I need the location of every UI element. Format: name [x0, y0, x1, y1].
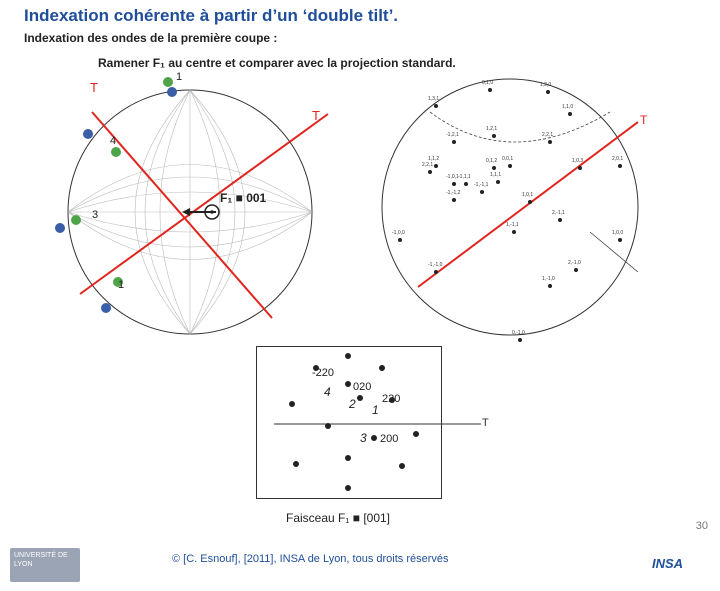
pole-label: -1,0,0 [392, 230, 405, 236]
pole-label: -1,-1,1 [474, 182, 489, 188]
insa-logo [652, 556, 710, 584]
pole-marker [492, 166, 496, 170]
pole-label: 0,1,0 [482, 80, 494, 86]
standard-projection [370, 72, 670, 350]
wulff-net [40, 62, 340, 362]
pole-blue-bottom [101, 303, 111, 313]
pole-label: 2,2,1 [542, 132, 554, 138]
spot [345, 381, 351, 387]
spot [371, 435, 377, 441]
projection-axis-label: T [640, 113, 648, 127]
pole-label: 0,-1,0 [512, 330, 525, 336]
pole-marker [578, 166, 582, 170]
spot [399, 463, 405, 469]
pole-number-top: 1 [176, 71, 183, 83]
pole-marker [618, 164, 622, 168]
pole-label: 1,3,1 [428, 96, 440, 102]
pole-marker [488, 88, 492, 92]
axis-label-1: T [90, 80, 98, 95]
pole-marker [508, 164, 512, 168]
diffraction-axis-label: T [482, 417, 489, 429]
pole-marker [452, 182, 456, 186]
universite-lyon-logo [10, 548, 80, 582]
pole-number-left-upper: 4 [110, 135, 117, 147]
pole-marker [574, 268, 578, 272]
spot [345, 485, 351, 491]
spot-number-1: 1 [372, 403, 379, 417]
spot [357, 395, 363, 401]
pole-label: -1,0,1 [446, 174, 459, 180]
diffraction-caption: Faisceau F₁ ■ [001] [286, 511, 391, 525]
pole-label: -1,1,1 [458, 174, 471, 180]
pole-marker [492, 134, 496, 138]
spot [345, 353, 351, 359]
pole-label: 2,0,1 [612, 156, 624, 162]
spot [293, 461, 299, 467]
spot-number-4: 4 [324, 385, 331, 399]
pole-marker [528, 200, 532, 204]
pole-label: 1,-1,0 [542, 276, 555, 282]
pole-label: -1,2,1 [446, 132, 459, 138]
pole-number-left: 3 [92, 209, 99, 221]
slide-subtitle: Indexation des ondes de la première coupe : [24, 31, 278, 45]
pole-label: 1,2,1 [486, 126, 498, 132]
pole-label: 1,0,0 [612, 230, 624, 236]
center-label: F₁ ■ 001 [220, 191, 267, 205]
pole-marker [398, 238, 402, 242]
pole-marker [546, 90, 550, 94]
axis-label-2: T [312, 108, 320, 123]
pole-label: 2,-1,1 [552, 210, 565, 216]
pole-marker [512, 230, 516, 234]
spot [289, 401, 295, 407]
pole-green-top [163, 77, 173, 87]
instruction-note: Ramener F₁ au centre et comparer avec la projection standard. [98, 56, 456, 70]
pole-marker [558, 218, 562, 222]
pole-label: -1,-1,2 [446, 190, 461, 196]
pole-label: 1,1,0 [562, 104, 574, 110]
pole-green-left [71, 215, 81, 225]
spot [325, 423, 331, 429]
pole-blue-left-upper [83, 129, 93, 139]
pole-marker [548, 140, 552, 144]
diffraction-frame [257, 347, 442, 499]
pole-marker [452, 198, 456, 202]
center-arrow-head [182, 208, 190, 216]
pole-label: 1,2,0 [540, 82, 552, 88]
diffraction-pattern [256, 346, 496, 506]
slide-title: Indexation cohérente à partir d’un ‘double tilt’. [24, 6, 399, 25]
pole-label: -1,-1,0 [428, 262, 443, 268]
spot [413, 431, 419, 437]
pole-marker [428, 170, 432, 174]
pole-label: 2,2,1 [422, 162, 434, 168]
pole-marker [434, 104, 438, 108]
pole-label: 0,1,2 [486, 158, 498, 164]
pole-blue-top [167, 87, 177, 97]
spot-number-2: 2 [349, 397, 356, 411]
page-number: 30 [695, 520, 708, 532]
pole-marker [434, 164, 438, 168]
pole-label: 1,-1,1 [506, 222, 519, 228]
pole-marker [434, 270, 438, 274]
pole-green-left-upper [111, 147, 121, 157]
spot [345, 455, 351, 461]
projection-circle [382, 79, 638, 335]
pole-marker [618, 238, 622, 242]
projection-axis-line [418, 122, 638, 287]
pole-marker [452, 140, 456, 144]
pole-markers [392, 80, 623, 342]
pole-marker [568, 112, 572, 116]
pole-marker [480, 190, 484, 194]
pole-marker [548, 284, 552, 288]
logo-left-text: UNIVERSITÉ DE LYON [14, 552, 68, 568]
pole-label: 1,0,1 [522, 192, 534, 198]
pole-label: 2,-1,0 [568, 260, 581, 266]
spot [379, 365, 385, 371]
pole-marker [464, 182, 468, 186]
copyright-footer: © [C. Esnouf], [2011], INSA de Lyon, tous droits réservés [172, 553, 449, 565]
pole-label: 1,1,2 [428, 156, 440, 162]
spot-label-220: 220 [382, 393, 401, 405]
pole-marker [496, 180, 500, 184]
logo-right-text: INSA [652, 556, 684, 571]
pole-label: 0,0,1 [502, 156, 514, 162]
spot-label-minus-220: -220 [312, 367, 335, 379]
pole-label: 1,1,1 [490, 172, 502, 178]
pole-label: 1,0,3 [572, 158, 584, 164]
spot-number-3: 3 [360, 431, 367, 445]
pole-blue-left [55, 223, 65, 233]
pole-marker [518, 338, 522, 342]
spot-label-020: 020 [353, 381, 372, 393]
spot-label-200: 200 [380, 433, 399, 445]
pole-number-bottom: 1 [118, 279, 125, 291]
